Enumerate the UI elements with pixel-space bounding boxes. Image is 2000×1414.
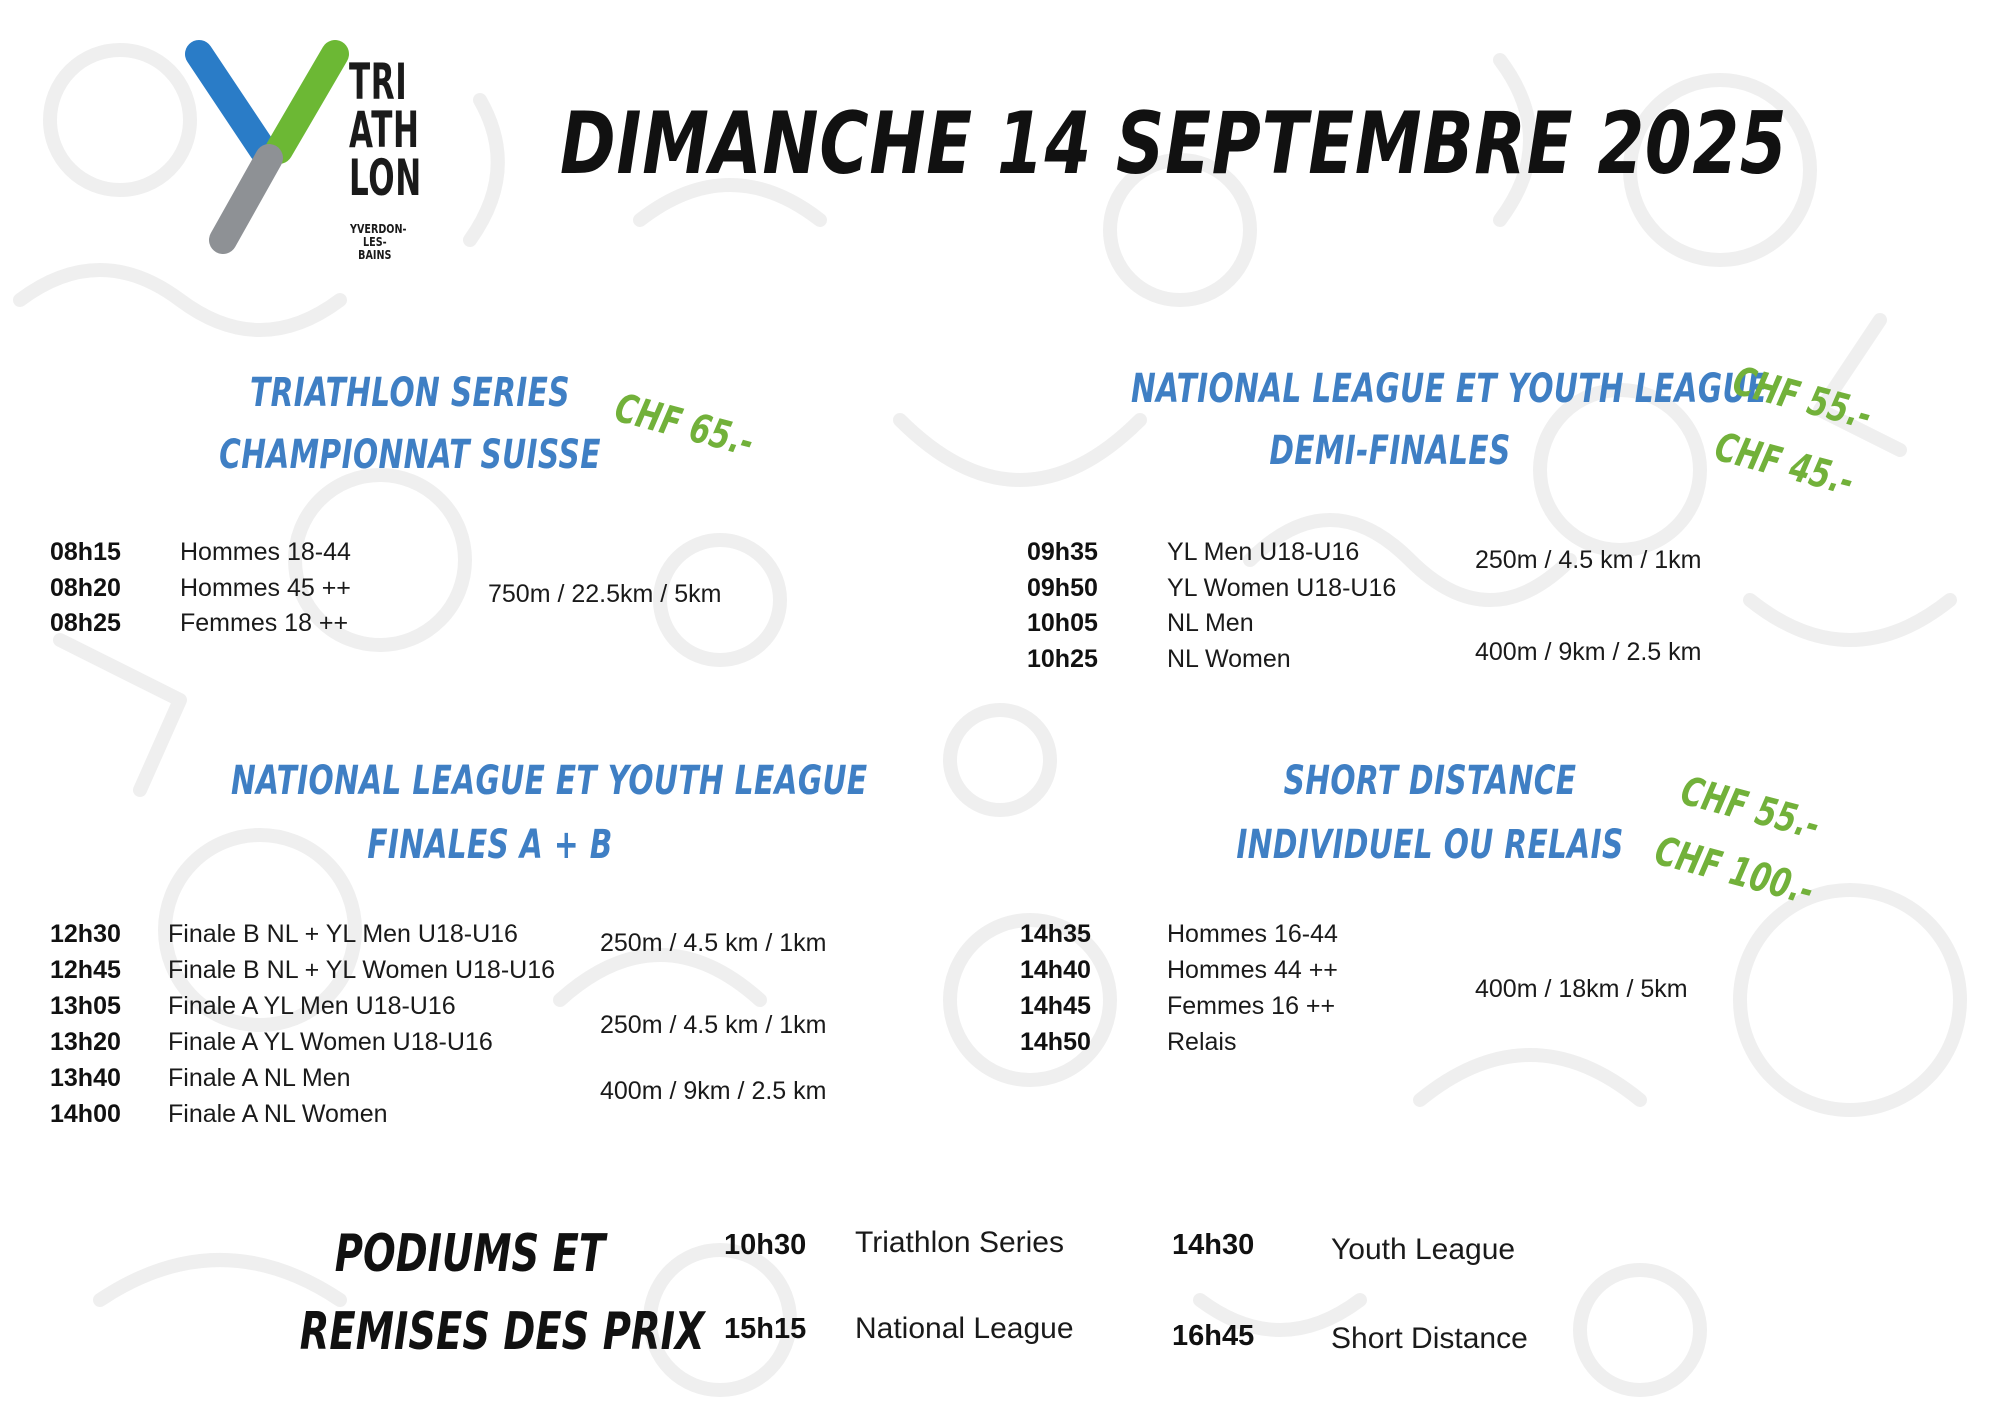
section-title-nl-finales-line-1: NATIONAL LEAGUE ET YOUTH LEAGUE	[231, 758, 868, 804]
schedule-label: Femmes 16 ++	[1167, 992, 1336, 1020]
logo-word-tri: TRI	[349, 53, 408, 111]
schedule-time: 14h00	[50, 1100, 121, 1128]
schedule-time: 09h50	[1027, 574, 1098, 602]
schedule-label: Finale B NL + YL Women U18-U16	[168, 956, 555, 984]
page-title: DIMANCHE 14 SEPTEMBRE 2025	[560, 94, 1788, 194]
schedule-label: YL Women U18-U16	[1167, 574, 1397, 602]
podiums-title-line-1: PODIUMS ET	[334, 1224, 606, 1284]
schedule-time: 09h35	[1027, 538, 1098, 566]
schedule-label: Finale A NL Men	[168, 1064, 351, 1092]
schedule-time: 12h30	[50, 920, 121, 948]
price-badge-short-distance-1: CHF 55.-	[1676, 768, 1825, 850]
schedule-time: 14h50	[1020, 1028, 1091, 1056]
schedule-time: 10h25	[1027, 645, 1098, 673]
schedule-label: NL Women	[1167, 645, 1291, 673]
schedule-time: 14h45	[1020, 992, 1091, 1020]
logo-subtitle	[350, 223, 412, 262]
podium-time: 15h15	[724, 1313, 807, 1345]
distance-text: 400m / 9km / 2.5 km	[1475, 638, 1702, 666]
podium-time: 14h30	[1172, 1229, 1255, 1261]
section-title-triathlon-series-line-1: TRIATHLON SERIES	[250, 370, 570, 416]
logo-sub-line-1: YVERDON-	[350, 222, 407, 236]
price-badge-triathlon-series: CHF 65.-	[610, 385, 759, 467]
price-badge-nl-demi-1: CHF 55.-	[1728, 358, 1877, 440]
podium-label: Triathlon Series	[855, 1226, 1064, 1259]
logo-wordmark	[349, 53, 466, 207]
section-title-short-distance-line-2: INDIVIDUEL OU RELAIS	[1236, 822, 1624, 868]
section-title-short-distance-line-1: SHORT DISTANCE	[1283, 758, 1577, 804]
schedule-label: Finale A YL Women U18-U16	[168, 1028, 493, 1056]
schedule-label: Hommes 16-44	[1167, 920, 1338, 948]
schedule-label: Hommes 44 ++	[1167, 956, 1338, 984]
schedule-time: 13h40	[50, 1064, 121, 1092]
section-title-nl-demi-line-2: DEMI-FINALES	[1269, 428, 1511, 474]
podium-time: 16h45	[1172, 1320, 1255, 1352]
distance-text: 750m / 22.5km / 5km	[488, 580, 722, 608]
distance-text: 250m / 4.5 km / 1km	[1475, 546, 1702, 574]
podiums-title-line-2: REMISES DES PRIX	[299, 1302, 705, 1362]
schedule-label: YL Men U18-U16	[1167, 538, 1360, 566]
schedule-time: 13h05	[50, 992, 121, 1020]
schedule-label: Finale A NL Women	[168, 1100, 388, 1128]
schedule-time: 12h45	[50, 956, 121, 984]
schedule-time: 13h20	[50, 1028, 121, 1056]
logo-word-lon: LON	[349, 149, 422, 207]
schedule-time: 08h20	[50, 574, 121, 602]
podium-time: 10h30	[724, 1229, 807, 1261]
schedule-label: Femmes 18 ++	[180, 609, 349, 637]
schedule-label: Relais	[1167, 1028, 1237, 1056]
section-title-nl-finales-line-2: FINALES A + B	[367, 822, 613, 868]
schedule-label: Hommes 18-44	[180, 538, 351, 566]
schedule-time: 14h40	[1020, 956, 1091, 984]
section-title-nl-demi-line-1: NATIONAL LEAGUE ET YOUTH LEAGUE	[1131, 366, 1768, 412]
schedule-label: Hommes 45 ++	[180, 574, 351, 602]
price-badge-nl-demi-2: CHF 45.-	[1710, 424, 1859, 506]
podium-label: Youth League	[1331, 1233, 1516, 1266]
schedule-time: 08h25	[50, 609, 121, 637]
schedule-time: 08h15	[50, 538, 121, 566]
logo-grey-stroke	[223, 158, 269, 240]
distance-text: 400m / 9km / 2.5 km	[600, 1077, 827, 1105]
distance-text: 250m / 4.5 km / 1km	[600, 929, 827, 957]
schedule-label: NL Men	[1167, 609, 1254, 637]
schedule-time: 14h35	[1020, 920, 1091, 948]
price-badge-short-distance-2: CHF 100.-	[1650, 828, 1819, 915]
section-title-triathlon-series-line-2: CHAMPIONNAT SUISSE	[219, 432, 601, 478]
podium-label: National League	[855, 1312, 1074, 1345]
schedule-label: Finale B NL + YL Men U18-U16	[168, 920, 518, 948]
podium-label: Short Distance	[1331, 1322, 1528, 1355]
schedule-time: 10h05	[1027, 609, 1098, 637]
logo-word-ath: ATH	[349, 101, 420, 159]
logo-blue-stroke	[199, 54, 263, 150]
distance-text: 250m / 4.5 km / 1km	[600, 1011, 827, 1039]
distance-text: 400m / 18km / 5km	[1475, 975, 1688, 1003]
logo-green-stroke	[279, 54, 335, 150]
triathlon-logo-icon	[175, 30, 355, 260]
logo-sub-line-2: LES-BAINS	[358, 235, 392, 262]
schedule-label: Finale A YL Men U18-U16	[168, 992, 456, 1020]
